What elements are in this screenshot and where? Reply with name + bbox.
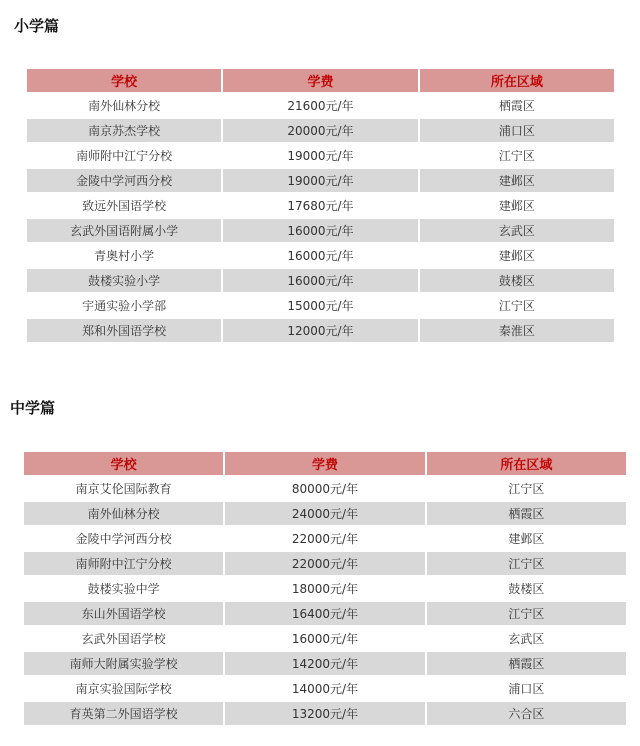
tuition-cell: 15000元/年 [223,294,417,317]
district-cell: 江宁区 [420,144,614,167]
school-name-cell: 南京实验国际学校 [24,677,223,700]
district-cell: 玄武区 [420,219,614,242]
school-name-cell: 玄武外国语附属小学 [27,219,221,242]
table-row [24,702,626,725]
school-name-cell: 南师大附属实验学校 [24,652,223,675]
school-name-cell: 青奥村小学 [27,244,221,267]
district-cell: 江宁区 [427,602,626,625]
school-name-cell: 南京苏杰学校 [27,119,221,142]
tuition-cell: 16000元/年 [223,269,417,292]
school-name-cell: 南师附中江宁分校 [24,552,223,575]
header-district: 所在区域 [420,69,614,92]
school-name-cell: 南京艾伦国际教育 [24,477,223,500]
tuition-cell: 12000元/年 [223,319,417,342]
table-row [24,652,626,675]
school-name-cell: 鼓楼实验小学 [27,269,221,292]
tuition-cell: 19000元/年 [223,144,417,167]
header-school: 学校 [24,452,223,475]
district-cell: 江宁区 [427,552,626,575]
district-cell: 秦淮区 [420,319,614,342]
table-header-row [24,452,626,475]
school-name-cell: 金陵中学河西分校 [27,169,221,192]
table-row [24,502,626,525]
tuition-cell: 80000元/年 [225,477,424,500]
primary-table-body [27,94,614,342]
district-cell: 江宁区 [427,477,626,500]
school-name-cell: 东山外国语学校 [24,602,223,625]
tuition-cell: 14200元/年 [225,652,424,675]
table-row [27,119,614,142]
table-row [27,94,614,117]
primary-section-title: 小学篇 [14,17,60,35]
tuition-cell: 16000元/年 [223,244,417,267]
district-cell: 建邺区 [427,527,626,550]
tuition-cell: 16000元/年 [225,627,424,650]
district-cell: 建邺区 [420,244,614,267]
table-row [27,319,614,342]
tuition-cell: 21600元/年 [223,94,417,117]
district-cell: 鼓楼区 [427,577,626,600]
district-cell: 浦口区 [427,677,626,700]
district-cell: 玄武区 [427,627,626,650]
tuition-cell: 13200元/年 [225,702,424,725]
district-cell: 六合区 [427,702,626,725]
primary-school-fee-table [25,67,616,344]
table-row [24,527,626,550]
table-row [24,577,626,600]
tuition-cell: 22000元/年 [225,552,424,575]
header-school: 学校 [27,69,221,92]
header-district: 所在区域 [427,452,626,475]
tuition-cell: 16400元/年 [225,602,424,625]
district-cell: 建邺区 [420,194,614,217]
school-name-cell: 宇通实验小学部 [27,294,221,317]
table-header-row [27,69,614,92]
district-cell: 栖霞区 [420,94,614,117]
district-cell: 栖霞区 [427,502,626,525]
school-name-cell: 金陵中学河西分校 [24,527,223,550]
tuition-cell: 17680元/年 [223,194,417,217]
school-name-cell: 育英第二外国语学校 [24,702,223,725]
tuition-cell: 22000元/年 [225,527,424,550]
table-row [24,552,626,575]
middle-table-body [24,477,626,725]
table-row [24,602,626,625]
middle-section-title: 中学篇 [10,399,56,417]
district-cell: 江宁区 [420,294,614,317]
table-row [27,269,614,292]
middle-school-fee-table [22,450,628,727]
school-name-cell: 南师附中江宁分校 [27,144,221,167]
table-row [27,144,614,167]
tuition-cell: 18000元/年 [225,577,424,600]
table-row [24,627,626,650]
table-row [27,244,614,267]
school-name-cell: 玄武外国语学校 [24,627,223,650]
district-cell: 建邺区 [420,169,614,192]
table-row [27,194,614,217]
table-row [24,477,626,500]
table-row [27,219,614,242]
tuition-cell: 24000元/年 [225,502,424,525]
table-row [24,677,626,700]
table-row [27,294,614,317]
tuition-cell: 20000元/年 [223,119,417,142]
school-name-cell: 南外仙林分校 [27,94,221,117]
school-name-cell: 致远外国语学校 [27,194,221,217]
tuition-cell: 14000元/年 [225,677,424,700]
tuition-cell: 19000元/年 [223,169,417,192]
table-row [27,169,614,192]
district-cell: 浦口区 [420,119,614,142]
tuition-cell: 16000元/年 [223,219,417,242]
school-name-cell: 南外仙林分校 [24,502,223,525]
school-name-cell: 鼓楼实验中学 [24,577,223,600]
district-cell: 栖霞区 [427,652,626,675]
school-name-cell: 郑和外国语学校 [27,319,221,342]
district-cell: 鼓楼区 [420,269,614,292]
header-tuition: 学费 [223,69,417,92]
header-tuition: 学费 [225,452,424,475]
